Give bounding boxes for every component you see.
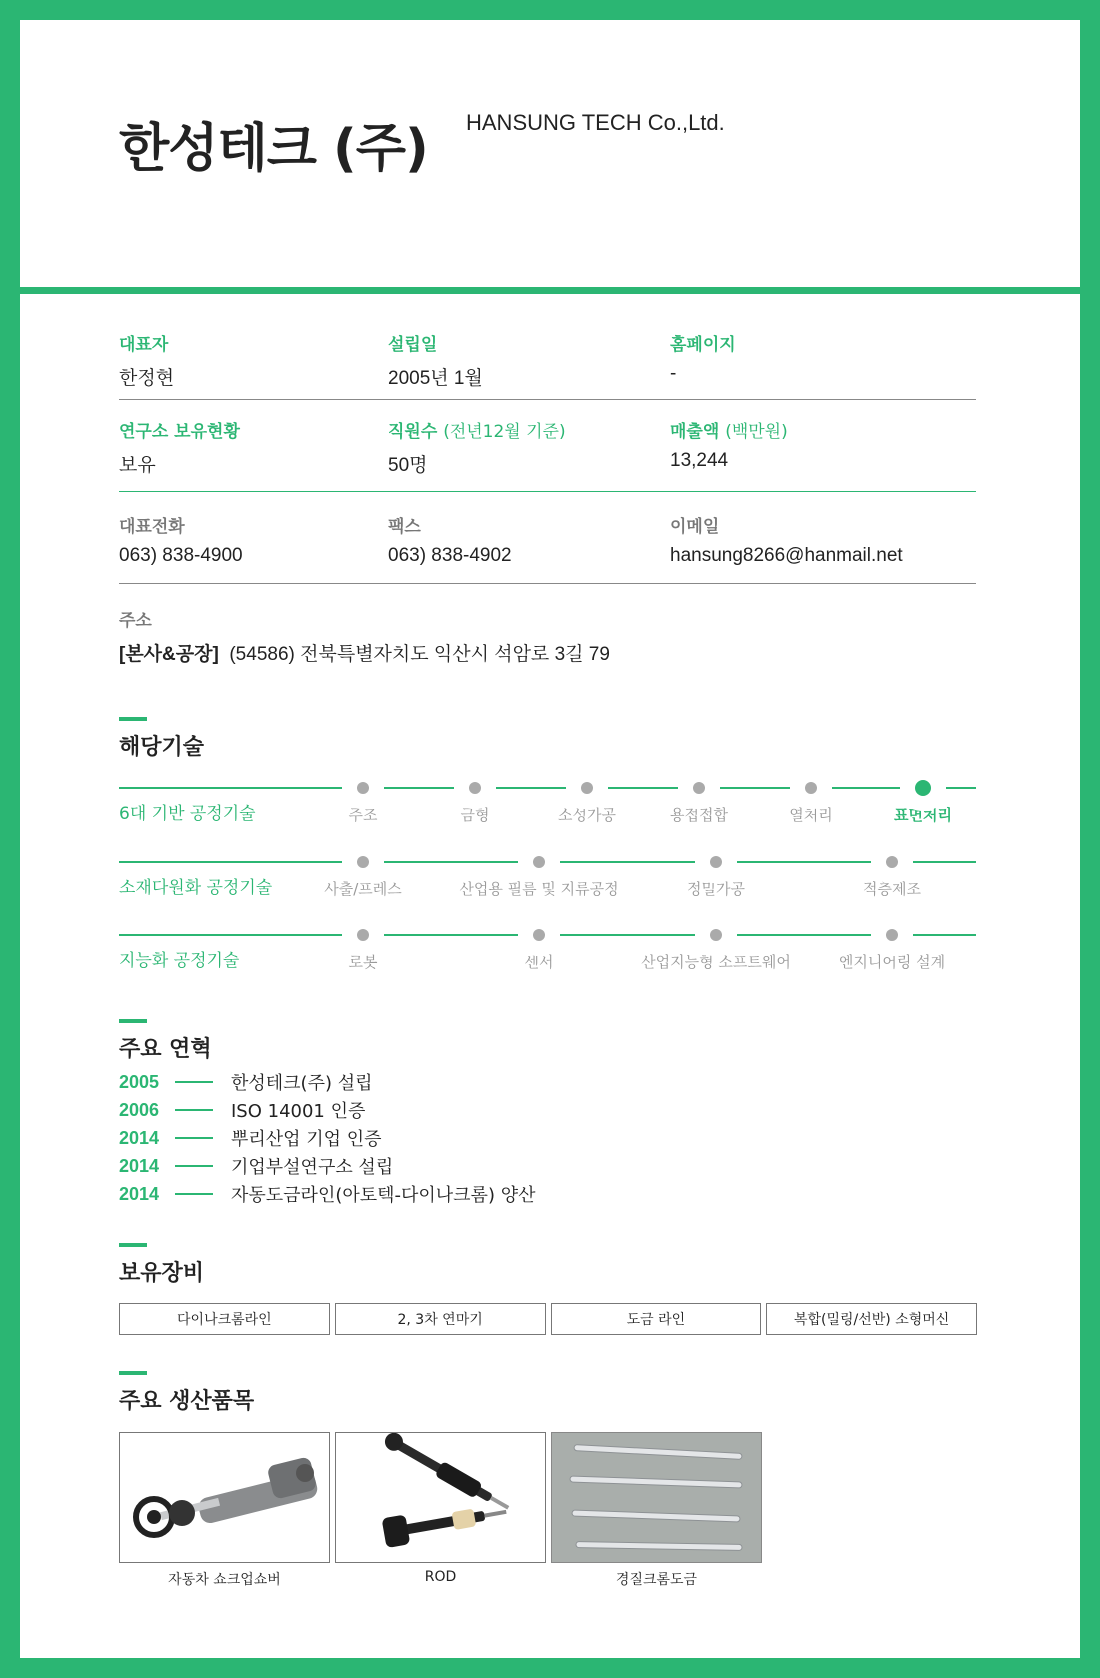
info-address [119,606,610,666]
section-title-products: 주요 생산품목 [119,1389,255,1414]
info-employees [388,417,566,477]
product-name: 경질크롬도금 [615,1572,698,1588]
product-name: 자동차 쇼크업쇼버 [168,1572,281,1588]
history-text: 한성테크(주) 설립 [231,1073,373,1094]
tech-item [843,779,1003,825]
info-value: 063) 838-4900 [119,545,243,566]
history-year: 2006 [119,1099,160,1120]
history-year: 2014 [119,1155,160,1176]
tech-dot [533,856,545,868]
address-prefix: [본사&공장] [119,644,219,665]
info-value: 50명 [388,455,428,476]
info-representative [119,330,174,390]
tech-label: 정밀가공 [687,880,745,898]
product-item [551,1432,762,1589]
tech-category: 지능화 공정기술 [119,951,240,971]
history-item [119,1096,535,1124]
history-dash [175,1193,213,1195]
info-label: 설립일 [388,335,438,355]
shock-absorber-image [119,1432,330,1563]
info-value: 13,244 [670,450,729,471]
section-title-history: 주요 연혁 [119,1037,212,1062]
tech-item [636,853,796,899]
tech-label: 열처리 [789,806,833,824]
info-label [670,417,788,442]
history-text: 뿌리산업 기업 인증 [231,1129,382,1150]
history-list [119,1068,535,1208]
tech-row [119,779,976,829]
history-text: 기업부설연구소 설립 [231,1157,394,1178]
history-dash [175,1109,213,1111]
info-label: 홈페이지 [670,335,736,355]
history-year: 2014 [119,1127,160,1148]
info-address-row [119,584,976,674]
tech-label: 표면처리 [894,806,952,824]
tech-dot [915,780,931,796]
tech-label: 산업용 필름 및 지류공정 [459,880,619,898]
tech-dot [469,782,481,794]
info-label-main: 매출액 [670,422,720,442]
info-label-main: 직원수 [388,422,438,442]
tech-item [812,926,972,972]
company-name-en: HANSUNG TECH Co.,Ltd. [466,110,725,135]
history-dash [175,1137,213,1139]
tech-row [119,926,976,976]
tech-label: 적층제조 [863,880,921,898]
info-email [670,512,903,567]
info-value: 보유 [119,455,156,476]
tech-dot [693,782,705,794]
section-title-equipment: 보유장비 [119,1261,205,1286]
tech-dot [357,856,369,868]
equipment-item: 2, 3차 연마기 [335,1303,546,1335]
history-dash [175,1165,213,1167]
tech-dot [710,856,722,868]
tech-label: 엔지니어링 설계 [838,953,946,971]
section-accent-bar [119,717,147,721]
info-value: hansung8266@hanmail.net [670,545,903,566]
history-item [119,1124,535,1152]
history-item [119,1180,535,1208]
header-panel [20,20,1080,287]
company-name: 한성테크 (주) [119,119,428,179]
info-label: 주소 [119,611,152,631]
info-label: 팩스 [388,517,421,537]
history-text: ISO 14001 인증 [231,1101,366,1122]
tech-item [283,926,443,972]
info-homepage [670,330,736,385]
info-founded [388,330,483,390]
tech-dot [805,782,817,794]
tech-dot [710,929,722,941]
chrome-plating-image [551,1432,762,1563]
tech-item [283,853,443,899]
history-item [119,1152,535,1180]
info-label-sub: (전년12월 기준) [443,422,566,442]
section-title-tech: 해당기술 [119,735,205,760]
tech-item [459,853,619,899]
info-label [388,417,566,442]
info-label: 대표자 [119,335,169,355]
tech-category: 소재다원화 공정기술 [119,878,273,898]
info-value: 한정현 [119,368,175,389]
tech-category: 6대 기반 공정기술 [119,804,256,824]
info-value: 2005년 1월 [388,368,483,389]
product-item [335,1432,546,1589]
tech-label: 산업지능형 소프트웨어 [641,953,791,971]
info-sales [670,417,788,472]
tech-row [119,853,976,903]
address-text: (54586) 전북특별자치도 익산시 석암로 3길 79 [229,644,610,665]
tech-label: 소성가공 [558,806,616,824]
info-value: 063) 838-4902 [388,545,512,566]
info-row [119,492,976,584]
tech-dot [533,929,545,941]
equipment-item: 복합(밀링/선반) 소형머신 [766,1303,977,1335]
info-lab [119,417,240,477]
info-value: - [670,363,677,384]
products-list [119,1432,762,1589]
info-label-sub: (백만원) [725,422,788,442]
history-year: 2014 [119,1183,160,1204]
rod-image [335,1432,546,1563]
info-label: 대표전화 [119,517,185,537]
info-row [119,400,976,492]
tech-dot [357,929,369,941]
tech-item [636,926,796,972]
tech-label: 주조 [348,806,378,824]
tech-item [812,853,972,899]
info-fax [388,512,512,567]
equipment-item: 도금 라인 [551,1303,762,1335]
main-panel [20,294,1080,1658]
tech-dot [886,929,898,941]
tech-label: 사출/프레스 [324,880,402,898]
product-item [119,1432,330,1589]
section-accent-bar [119,1243,147,1247]
history-year: 2005 [119,1071,160,1092]
info-grid [119,294,976,674]
product-name: ROD [424,1569,457,1585]
tech-label: 금형 [460,806,490,824]
tech-label: 용접접합 [670,806,728,824]
history-item [119,1068,535,1096]
info-label: 연구소 보유현황 [119,422,240,442]
tech-dot [886,856,898,868]
history-text: 자동도금라인(아토텍-다이나크롬) 양산 [231,1185,536,1206]
equipment-list [119,1303,977,1335]
tech-label: 센서 [524,953,554,971]
info-label: 이메일 [670,517,720,537]
info-value [119,639,610,666]
equipment-item: 다이나크롬라인 [119,1303,330,1335]
info-phone [119,512,243,567]
section-accent-bar [119,1371,147,1375]
history-dash [175,1081,213,1083]
tech-label: 로봇 [348,953,378,971]
tech-item [459,926,619,972]
info-row [119,294,976,400]
section-accent-bar [119,1019,147,1023]
tech-dot [357,782,369,794]
tech-dot [581,782,593,794]
